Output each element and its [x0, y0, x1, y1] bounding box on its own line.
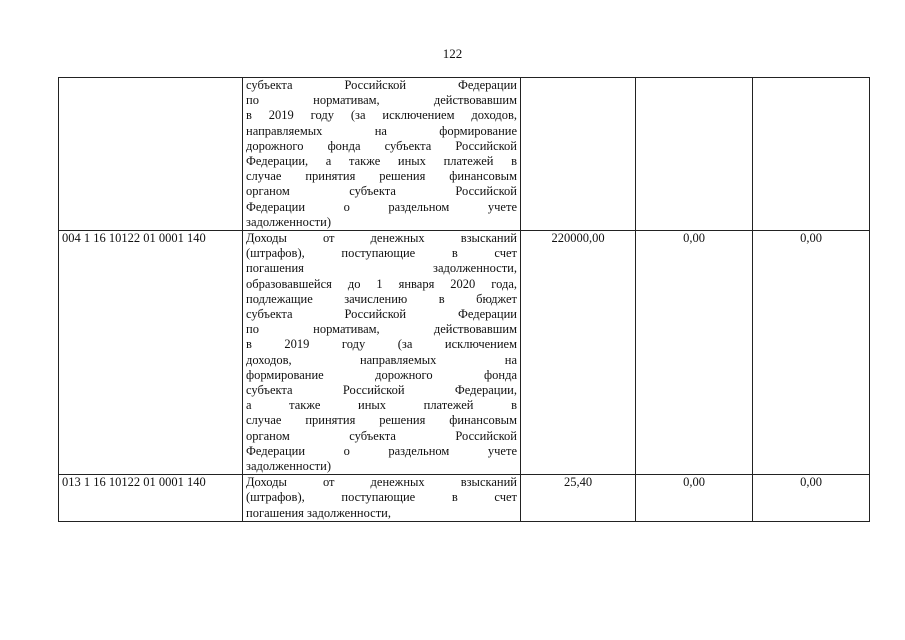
- description-line: подлежащие зачислению в бюджет: [246, 291, 517, 306]
- description-cell: [243, 78, 521, 231]
- table-row: [59, 475, 870, 522]
- amount-2021-cell: 0,00: [753, 475, 870, 522]
- description-line: органом субъекта Российской: [246, 428, 517, 443]
- description-line: (штрафов), поступающие в счет: [246, 246, 517, 261]
- description-cell: [243, 475, 521, 522]
- description-line: случае принятия решения финансовым: [246, 413, 517, 428]
- description-line: в 2019 году (за исключением доходов,: [246, 108, 517, 123]
- description-line: задолженности): [246, 459, 331, 474]
- description-line: Федерации, а также иных платежей в: [246, 154, 517, 169]
- amount-2021-cell: [753, 78, 870, 231]
- description-line: погашения задолженности,: [246, 505, 391, 520]
- description-line: по нормативам, действовавшим: [246, 93, 517, 108]
- description-line: погашения задолженности,: [246, 261, 517, 276]
- page-number: 122: [442, 46, 463, 61]
- description-line: (штрафов), поступающие в счет: [246, 490, 517, 505]
- description-line: Федерации о раздельном учете: [246, 443, 517, 458]
- amount-2020-cell: 0,00: [636, 475, 753, 522]
- description-line: по нормативам, действовавшим: [246, 322, 517, 337]
- amount-2019-cell: 25,40: [521, 475, 636, 522]
- description-line: Федерации о раздельном учете: [246, 199, 517, 214]
- description-line: направляемых на формирование: [246, 123, 517, 138]
- description-line: а также иных платежей в: [246, 398, 517, 413]
- description-line: Доходы от денежных взысканий: [246, 231, 517, 246]
- amount-2020-cell: 0,00: [636, 231, 753, 475]
- description-line: задолженности): [246, 214, 331, 229]
- description-line: субъекта Российской Федерации,: [246, 383, 517, 398]
- budget-code-cell: [59, 78, 243, 231]
- amount-2019-cell: 220000,00: [521, 231, 636, 475]
- description-line: формирование дорожного фонда: [246, 367, 517, 382]
- description-cell: [243, 231, 521, 475]
- description-line: случае принятия решения финансовым: [246, 169, 517, 184]
- description-line: дорожного фонда субъекта Российской: [246, 138, 517, 153]
- amount-2021-cell: 0,00: [753, 231, 870, 475]
- description-line: органом субъекта Российской: [246, 184, 517, 199]
- table-row: [59, 78, 870, 231]
- description-line: в 2019 году (за исключением: [246, 337, 517, 352]
- description-line: доходов, направляемых на: [246, 352, 517, 367]
- description-line: Доходы от денежных взысканий: [246, 475, 517, 490]
- description-line: образовавшейся до 1 января 2020 года,: [246, 276, 517, 291]
- amount-2019-cell: [521, 78, 636, 231]
- revenue-table: [58, 77, 870, 522]
- budget-code-cell: 013 1 16 10122 01 0001 140: [59, 475, 243, 522]
- description-line: субъекта Российской Федерации: [246, 307, 517, 322]
- amount-2020-cell: [636, 78, 753, 231]
- budget-code-cell: 004 1 16 10122 01 0001 140: [59, 231, 243, 475]
- description-line: субъекта Российской Федерации: [246, 78, 517, 92]
- table-row: [59, 231, 870, 475]
